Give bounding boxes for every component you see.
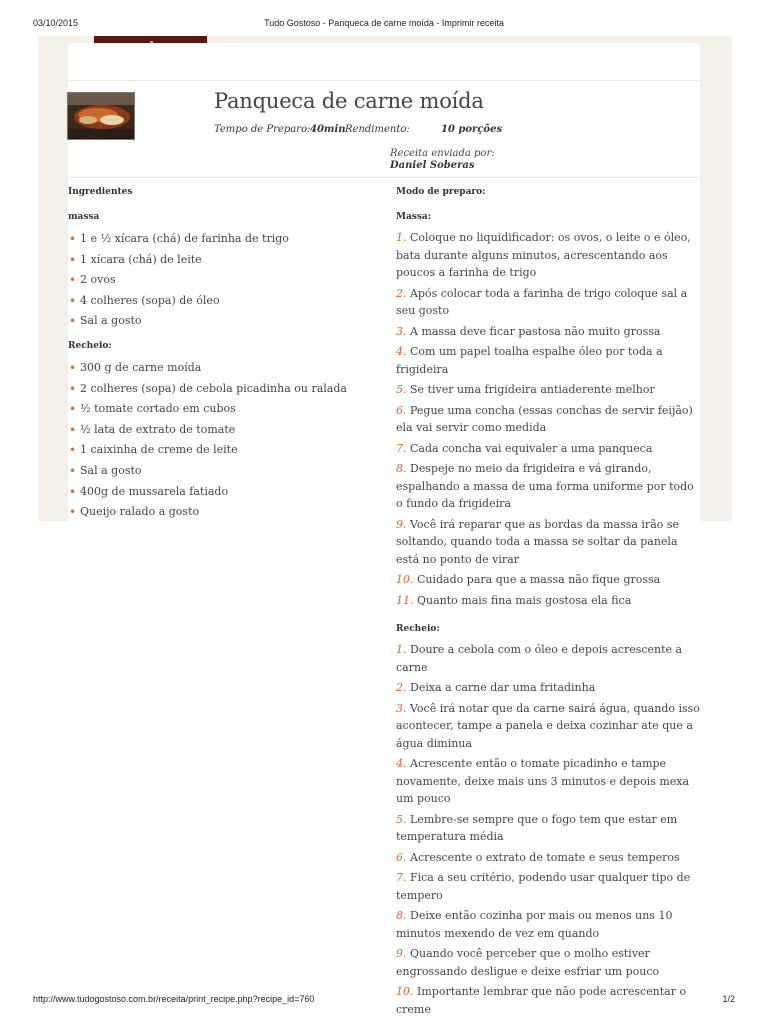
method-step — [396, 402, 701, 437]
site-logo-bar[interactable] — [94, 36, 207, 43]
step-text: Após colocar toda a farinha de trigo coloque sal a seu gosto — [396, 286, 688, 317]
step-text: Se tiver uma frigideira antiaderente melhor — [410, 383, 655, 396]
method-group-title: Recheio: — [396, 624, 440, 634]
bullet-icon: • — [69, 252, 77, 267]
step-text: Quanto mais fina mais gostosa ela fica — [417, 593, 632, 607]
prep-time-value — [310, 124, 346, 135]
header-separator — [68, 177, 700, 178]
method-step — [396, 323, 701, 341]
ingredient-item — [68, 291, 368, 312]
method-step — [396, 516, 701, 569]
ingredient-text: 2 ovos — [80, 273, 116, 287]
ingredient-text: 2 colheres (sopa) de cebola picadinha ou ralada — [80, 381, 347, 395]
step-text: Pegue uma concha (essas conchas de servir feijão) ela vai servir como medida — [396, 403, 693, 434]
ingredient-text: Sal a gosto — [80, 314, 142, 328]
bullet-icon: • — [69, 381, 77, 396]
method-heading: Modo de preparo: — [396, 187, 486, 197]
step-number: 6. — [396, 403, 410, 417]
step-text: Fica a seu critério, podendo usar qualquer tipo de tempero — [396, 871, 691, 902]
ingredient-item — [68, 270, 368, 291]
ingredient-text: Sal a gosto — [80, 463, 142, 477]
print-url[interactable]: http://www.tudogostoso.com.br/receita/print_recipe.php?recipe_id=760 — [33, 994, 315, 1004]
ingredient-item — [68, 502, 368, 523]
method-step — [396, 641, 701, 676]
step-number: 7. — [396, 871, 410, 884]
ingredient-item — [68, 250, 368, 271]
step-text: Cada concha vai equivaler a uma panqueca — [410, 441, 653, 455]
method-step — [396, 440, 701, 458]
ingredient-text: ½ lata de extrato de tomate — [80, 422, 236, 436]
print-header — [0, 0, 768, 30]
yield-number: 10 porções — [441, 124, 503, 135]
step-number: 6. — [396, 850, 410, 864]
method-step — [396, 811, 701, 846]
method-step — [396, 343, 701, 378]
ingredient-text: 4 colheres (sopa) de óleo — [80, 293, 220, 307]
yield-value — [441, 124, 502, 135]
step-text: Deixe então cozinha por mais ou menos uns 10 minutos mexendo de vez em quando — [396, 909, 673, 940]
step-number: 7. — [396, 441, 410, 455]
step-text: Quando você perceber que o molho estiver engrossando desligue e deixe esfriar um pouco — [396, 947, 660, 978]
ingredient-text: 1 xícara (chá) de leite — [80, 252, 202, 266]
prep-time-label: Tempo de Preparo: — [214, 124, 311, 135]
ingredient-item — [68, 311, 368, 332]
step-text: Acrescente o extrato de tomate e seus temperos — [410, 850, 680, 864]
step-number: 9. — [396, 517, 410, 531]
ingredient-item — [68, 461, 368, 482]
bullet-icon: • — [69, 484, 77, 499]
ingredient-group-title: massa — [68, 212, 100, 222]
step-number: 4. — [396, 345, 410, 358]
ingredient-text: 400g de mussarela fatiado — [80, 484, 229, 498]
step-text: Doure a cebola com o óleo e depois acrescente a carne — [396, 643, 683, 674]
ingredient-text: 300 g de carne moída — [80, 360, 202, 374]
method-step — [396, 381, 701, 399]
ingredient-item — [68, 358, 368, 379]
step-number: 11. — [396, 593, 417, 607]
method-step — [396, 571, 701, 589]
prep-time-number: 40min — [310, 124, 346, 135]
step-text: A massa deve ficar pastosa não muito grossa — [410, 324, 661, 338]
step-text: Despeje no meio da frigideira e vá girando, espalhando a massa de uma forma uniforme por todo o fundo da frigideira — [396, 462, 694, 510]
bullet-icon: • — [69, 273, 77, 288]
method-step — [396, 869, 701, 904]
bullet-icon: • — [69, 293, 77, 308]
bullet-icon: • — [69, 443, 77, 458]
yield-label: Rendimento: — [345, 124, 410, 135]
ingredient-item — [68, 440, 368, 461]
step-text: Coloque no liquidificador: os ovos, o leite o e óleo, bata durante alguns minutos, acrescentando aos poucos a farinha de trigo — [396, 231, 691, 279]
method-column — [396, 185, 701, 1021]
ingredient-text: Queijo ralado a gosto — [80, 505, 200, 519]
ingredient-item — [68, 482, 368, 503]
bullet-icon: • — [69, 463, 77, 478]
step-number: 8. — [396, 462, 410, 475]
step-text: Acrescente então o tomate picadinho e tampe novamente, deixe mais uns 3 minutos e depois mexa um pouco — [396, 757, 690, 805]
bullet-icon: • — [69, 360, 77, 375]
ingredients-column — [68, 185, 368, 523]
step-text: Você irá reparar que as bordas da massa irão se soltando, quando toda a massa se soltar da panela está no ponto de virar — [396, 517, 680, 566]
step-text: Deixa a carne dar uma fritadinha — [410, 681, 596, 694]
card-divider — [68, 80, 700, 81]
step-number: 1. — [396, 231, 410, 244]
step-text: Lembre-se sempre que o fogo tem que estar em temperatura média — [396, 812, 678, 843]
step-number: 10. — [396, 573, 417, 586]
print-footer — [0, 994, 768, 1024]
step-number: 3. — [396, 701, 410, 715]
ingredient-item — [68, 399, 368, 420]
step-number: 3. — [396, 324, 410, 338]
ingredient-item — [68, 420, 368, 441]
step-number: 5. — [396, 383, 410, 396]
bullet-icon: • — [69, 232, 77, 246]
sent-by — [390, 148, 495, 172]
step-number: 9. — [396, 947, 410, 960]
ingredients-heading: Ingredientes — [68, 187, 133, 197]
method-step — [396, 755, 701, 808]
recipe-photo-image — [68, 93, 134, 139]
method-group-title: Massa: — [396, 212, 432, 222]
step-number: 5. — [396, 812, 410, 826]
bullet-icon: • — [69, 422, 77, 437]
print-page-number: 1/2 — [722, 994, 735, 1004]
method-step — [396, 849, 701, 867]
bullet-icon: • — [69, 314, 77, 329]
sent-by-label: Receita enviada por: — [390, 148, 495, 159]
step-number: 4. — [396, 757, 410, 770]
ingredient-list — [68, 229, 368, 332]
step-number: 10. — [396, 985, 417, 998]
recipe-photo — [67, 92, 135, 140]
print-date: 03/10/2015 — [33, 18, 79, 28]
method-step — [396, 592, 701, 610]
method-step — [396, 700, 701, 753]
ingredient-item — [68, 229, 368, 250]
step-text: Cuidado para que a massa não fique grossa — [417, 573, 661, 586]
step-number: 2. — [396, 681, 410, 694]
step-number: 2. — [396, 286, 410, 300]
method-step-list — [396, 229, 701, 609]
bullet-icon: • — [69, 402, 77, 417]
ingredient-text: 1 e ½ xícara (chá) de farinha de trigo — [80, 232, 289, 245]
step-text: Importante lembrar que não pode acrescentar o creme — [396, 985, 687, 1016]
print-page-title: Tudo Gostoso - Panqueca de carne moída - Imprimir receita — [264, 18, 504, 28]
step-text: Com um papel toalha espalhe óleo por toda a frigideira — [396, 345, 663, 376]
ingredient-group-title: Recheio: — [68, 340, 112, 351]
ingredient-text: 1 caixinha de creme de leite — [80, 443, 238, 457]
recipe-title: Panqueca de carne moída — [214, 89, 484, 113]
method-step — [396, 907, 701, 942]
step-number: 8. — [396, 909, 410, 922]
method-step — [396, 229, 701, 282]
author-name[interactable]: Daniel Soberas — [390, 160, 475, 171]
step-text: Você irá notar que da carne sairá água, quando isso acontecer, tampe a panela e deixa cozinhar ate que a água diminua — [396, 701, 700, 750]
step-number: 1. — [396, 643, 410, 656]
method-step — [396, 285, 701, 320]
ingredient-text: ½ tomate cortado em cubos — [80, 402, 236, 416]
method-step — [396, 945, 701, 980]
ingredient-list — [68, 358, 368, 523]
method-step — [396, 679, 701, 697]
method-step — [396, 460, 701, 513]
bullet-icon: • — [69, 505, 77, 520]
ingredient-item — [68, 379, 368, 400]
method-step-list — [396, 641, 701, 1018]
